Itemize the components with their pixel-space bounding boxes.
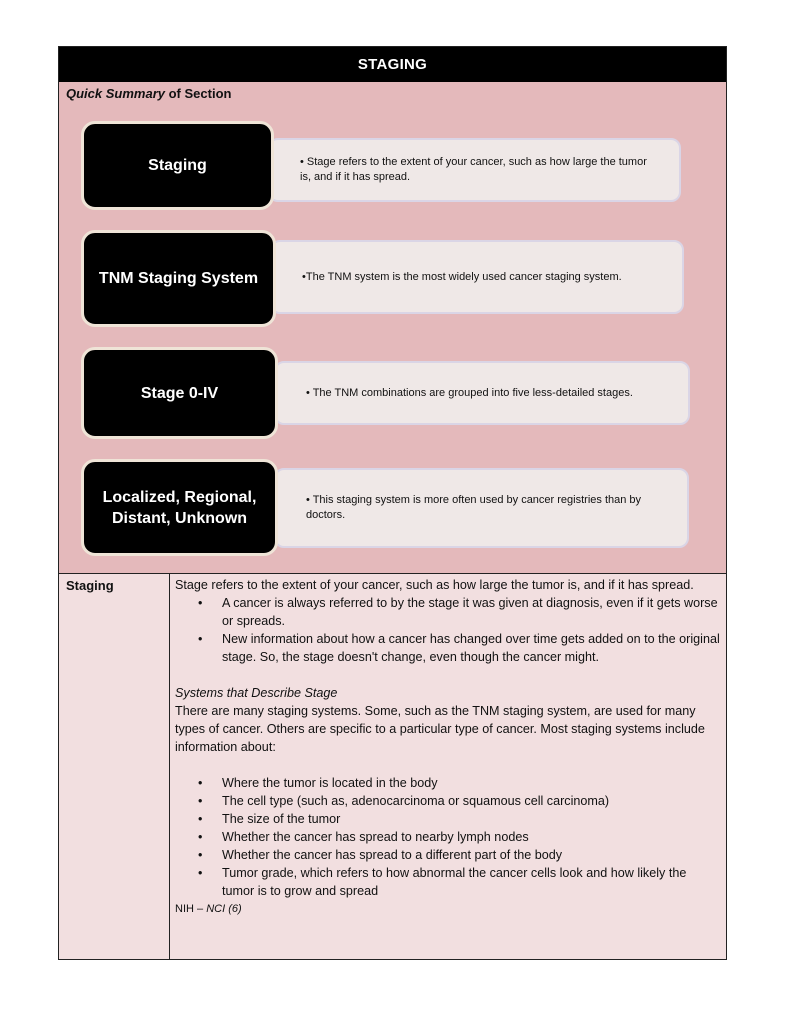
summary-label-text: Localized, Regional, Distant, Unknown bbox=[102, 488, 257, 527]
summary-desc-tnm bbox=[270, 240, 684, 314]
summary-label-localized bbox=[81, 459, 278, 556]
list-item: • A cancer is always referred to by the stage it was given at diagnosis, even if it gets worse or spreads. bbox=[222, 594, 720, 630]
summary-desc-stage-0-iv bbox=[274, 361, 690, 425]
staging-detail-row bbox=[59, 574, 726, 959]
quick-summary-panel bbox=[59, 82, 726, 574]
list-item: • New information about how a cancer has changed over time gets added on to the original stage. So, the stage doesn't change, even though the cancer might. bbox=[222, 630, 720, 666]
detail-label bbox=[59, 574, 170, 959]
detail-subheading: Systems that Describe Stage bbox=[175, 686, 338, 700]
list-item: • Whether the cancer has spread to a different part of the body bbox=[222, 846, 720, 864]
summary-desc-text: •The TNM system is the most widely used cancer staging system. bbox=[302, 270, 622, 283]
summary-label-text: Staging bbox=[148, 157, 207, 174]
source-citation bbox=[175, 900, 720, 918]
summary-label-text: TNM Staging System bbox=[98, 270, 259, 287]
list-item: • Tumor grade, which refers to how abnormal the cancer cells look and how likely the tumor is to grow and spread bbox=[222, 864, 720, 900]
list-item: • Whether the cancer has spread to nearby lymph nodes bbox=[222, 828, 720, 846]
quick-summary-heading-rest: of Section bbox=[165, 86, 232, 101]
source-prefix: NIH – bbox=[175, 903, 207, 915]
list-item: • Where the tumor is located in the body bbox=[222, 774, 720, 792]
list-item: • The size of the tumor bbox=[222, 810, 720, 828]
summary-desc-localized bbox=[274, 468, 689, 548]
source-italic: NCI (6) bbox=[206, 903, 242, 915]
section-title bbox=[59, 47, 726, 82]
quick-summary-heading-italic: Quick Summary bbox=[66, 86, 165, 101]
summary-desc-text: • Stage refers to the extent of your cancer, such as how large the tumor is, and if it has spread. bbox=[300, 156, 647, 183]
detail-bullet-list-1 bbox=[175, 594, 720, 666]
detail-body bbox=[175, 576, 720, 918]
staging-table bbox=[58, 46, 727, 960]
summary-label-tnm bbox=[81, 230, 276, 327]
summary-desc-text: • This staging system is more often used by cancer registries than by doctors. bbox=[306, 494, 642, 521]
summary-label-stage-0-iv bbox=[81, 347, 278, 439]
list-item: • The cell type (such as, adenocarcinoma or squamous cell carcinoma) bbox=[222, 792, 720, 810]
summary-desc-text: • The TNM combinations are grouped into five less-detailed stages. bbox=[306, 386, 633, 399]
detail-intro: Stage refers to the extent of your cancer, such as how large the tumor is, and if it has spread. bbox=[175, 578, 694, 592]
summary-label-staging bbox=[81, 121, 274, 210]
quick-summary-heading bbox=[66, 86, 231, 101]
summary-desc-staging bbox=[268, 138, 681, 202]
detail-paragraph: There are many staging systems. Some, such as the TNM staging system, are used for many types of cancer. Others are specific to a particular type of cancer. Most staging systems include information about: bbox=[175, 704, 705, 754]
detail-label-text: Staging bbox=[66, 578, 114, 593]
section-title-text: STAGING bbox=[357, 56, 428, 73]
summary-label-text: Stage 0-IV bbox=[140, 384, 219, 402]
detail-bullet-list-2 bbox=[175, 774, 720, 900]
